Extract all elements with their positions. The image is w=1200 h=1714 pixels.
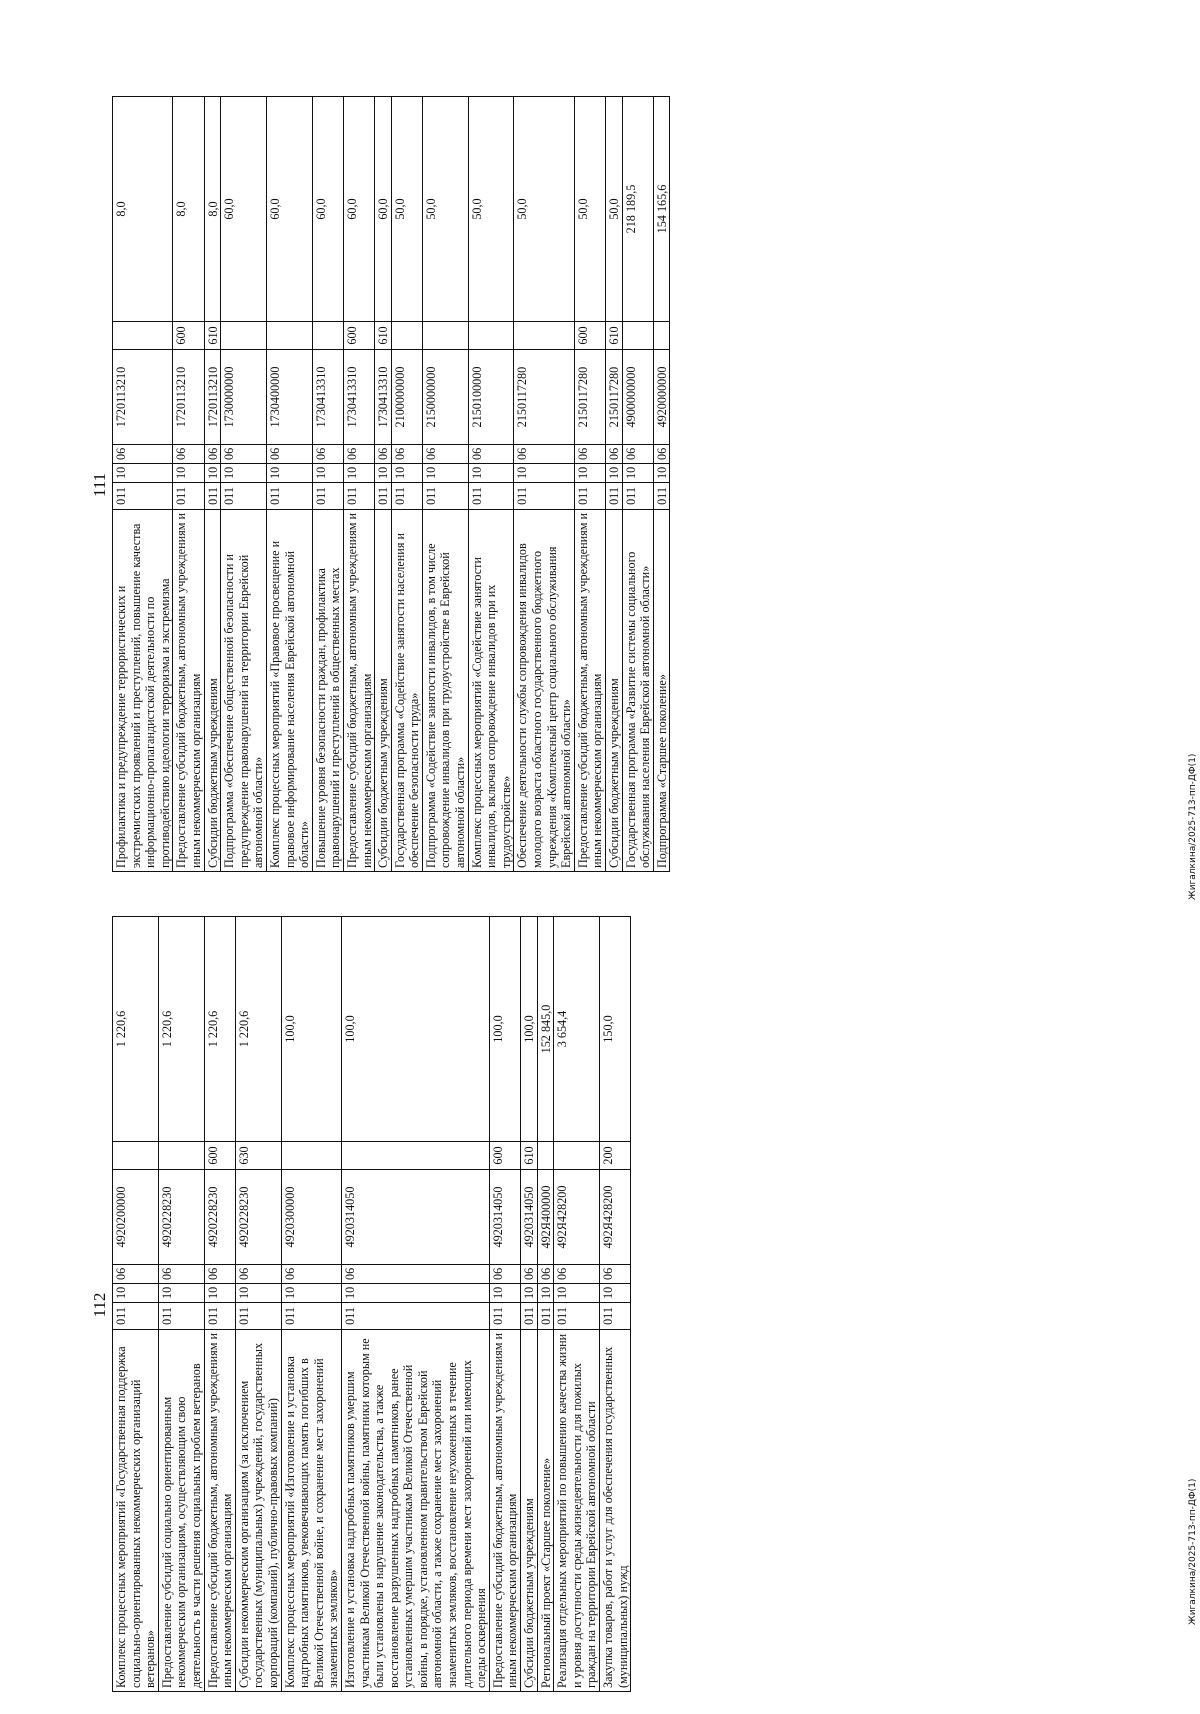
section-code-cell: 10: [537, 1284, 554, 1303]
amount-cell: 218 189,5: [622, 97, 653, 322]
table-row: [606, 97, 623, 872]
subsection-code-cell: 06: [653, 445, 670, 464]
ministry-code-cell: 011: [574, 483, 605, 510]
section-code-cell: 10: [221, 464, 267, 483]
row-name-cell: Профилактика и предупреждение террористических и экстремистских проявлений и преступлений, повышение качества информационно-пропагандистской деятельности по противодействию идеологии терроризма и экстремизма: [113, 510, 173, 872]
amount-cell: 50,0: [606, 97, 623, 322]
row-name-cell: Субсидии бюджетным учреждениям: [204, 510, 221, 872]
ministry-code-cell: 011: [606, 483, 623, 510]
section-code-cell: 10: [514, 464, 574, 483]
amount-cell: 1 220,6: [113, 917, 159, 1142]
table-row: [281, 917, 341, 1692]
amount-cell: 100,0: [341, 917, 489, 1142]
ministry-code-cell: 011: [235, 1303, 281, 1330]
ministry-code-cell: 011: [521, 1303, 538, 1330]
table-row: [468, 97, 514, 872]
target-item-code-cell: 1720113210: [173, 350, 204, 445]
subsection-code-cell: 06: [422, 445, 468, 464]
ministry-code-cell: 011: [422, 483, 468, 510]
section-code-cell: 10: [204, 1284, 235, 1303]
expense-type-code-cell: 610: [606, 322, 623, 350]
table-row: [341, 917, 489, 1692]
document-footer-112: Жигалкина/2025-713-пп-ДФ(1): [1188, 1478, 1198, 1625]
expense-type-code-cell: [391, 322, 422, 350]
ministry-code-cell: 011: [343, 483, 374, 510]
subsection-code-cell: 06: [113, 1265, 159, 1284]
subsection-code-cell: 06: [622, 445, 653, 464]
subsection-code-cell: 06: [489, 1265, 520, 1284]
table-row: [158, 917, 204, 1692]
subsection-code-cell: 06: [554, 1265, 600, 1284]
ministry-code-cell: 011: [468, 483, 514, 510]
section-code-cell: 10: [113, 1284, 159, 1303]
expense-type-code-cell: [341, 1142, 489, 1170]
table-row: [173, 97, 204, 872]
target-item-code-cell: 4920314050: [521, 1170, 538, 1265]
amount-cell: 100,0: [521, 917, 538, 1142]
row-name-cell: Комплекс процессных мероприятий «Содействие занятости инвалидов, включая сопровождение инвалидов при их трудоустройстве»: [468, 510, 514, 872]
table-row: [235, 917, 281, 1692]
target-item-code-cell: 2100000000: [391, 350, 422, 445]
section-code-cell: 10: [266, 464, 312, 483]
subsection-code-cell: 06: [221, 445, 267, 464]
subsection-code-cell: 06: [375, 445, 392, 464]
table-row: [514, 97, 574, 872]
amount-cell: 50,0: [574, 97, 605, 322]
section-code-cell: 10: [600, 1284, 631, 1303]
section-code-cell: 10: [173, 464, 204, 483]
subsection-code-cell: 06: [606, 445, 623, 464]
table-row: [204, 97, 221, 872]
subsection-code-cell: 06: [266, 445, 312, 464]
target-item-code-cell: 4920314050: [341, 1170, 489, 1265]
amount-cell: 50,0: [468, 97, 514, 322]
expense-type-code-cell: [312, 322, 343, 350]
target-item-code-cell: 4920200000: [113, 1170, 159, 1265]
target-item-code-cell: 1720113210: [204, 350, 221, 445]
section-code-cell: 10: [375, 464, 392, 483]
row-name-cell: Подпрограмма «Содействие занятости инвалидов, в том числе сопровождение инвалидов при трудоустройстве в Еврейской автономной области»: [422, 510, 468, 872]
expense-type-code-cell: 600: [173, 322, 204, 350]
ministry-code-cell: 011: [113, 1303, 159, 1330]
expense-type-code-cell: 630: [235, 1142, 281, 1170]
ministry-code-cell: 011: [173, 483, 204, 510]
expense-type-code-cell: [422, 322, 468, 350]
table-row: [113, 917, 159, 1692]
expense-type-code-cell: 600: [204, 1142, 235, 1170]
table-row: [489, 917, 520, 1692]
subsection-code-cell: 06: [574, 445, 605, 464]
amount-cell: 50,0: [422, 97, 468, 322]
amount-cell: 1 220,6: [158, 917, 204, 1142]
amount-cell: 8,0: [204, 97, 221, 322]
table-row: [521, 917, 538, 1692]
amount-cell: 154 165,6: [653, 97, 670, 322]
section-code-cell: 10: [574, 464, 605, 483]
expense-type-code-cell: 200: [600, 1142, 631, 1170]
row-name-cell: Субсидии бюджетным учреждениям: [521, 1330, 538, 1692]
ministry-code-cell: 011: [600, 1303, 631, 1330]
target-item-code-cell: 2150117280: [514, 350, 574, 445]
section-code-cell: 10: [489, 1284, 520, 1303]
expense-type-code-cell: [622, 322, 653, 350]
section-code-cell: 10: [653, 464, 670, 483]
expense-type-code-cell: [554, 1142, 600, 1170]
ministry-code-cell: 011: [489, 1303, 520, 1330]
amount-cell: 152 845,0: [537, 917, 554, 1142]
subsection-code-cell: 06: [235, 1265, 281, 1284]
ministry-code-cell: 011: [158, 1303, 204, 1330]
subsection-code-cell: 06: [341, 1265, 489, 1284]
subsection-code-cell: 06: [343, 445, 374, 464]
target-item-code-cell: 4920228230: [204, 1170, 235, 1265]
subsection-code-cell: 06: [312, 445, 343, 464]
amount-cell: 8,0: [173, 97, 204, 322]
page-number-111: 111: [90, 472, 109, 498]
table-row: [113, 97, 173, 872]
ministry-code-cell: 011: [204, 483, 221, 510]
ministry-code-cell: 011: [554, 1303, 600, 1330]
row-name-cell: Субсидии бюджетным учреждениям: [375, 510, 392, 872]
ministry-code-cell: 011: [375, 483, 392, 510]
target-item-code-cell: 2150117280: [574, 350, 605, 445]
row-name-cell: Предоставление субсидий бюджетным, автономным учреждениям и иным некоммерческим организациям: [173, 510, 204, 872]
subsection-code-cell: 06: [600, 1265, 631, 1284]
amount-cell: 100,0: [489, 917, 520, 1142]
ministry-code-cell: 011: [391, 483, 422, 510]
expense-type-code-cell: [113, 322, 173, 350]
budget-table-page-112: [112, 916, 631, 1692]
page-111-rotated-content: [0, 80, 1200, 890]
row-name-cell: Предоставление субсидий бюджетным, автономным учреждениям и иным некоммерческим организациям: [574, 510, 605, 872]
row-name-cell: Подпрограмма «Обеспечение общественной безопасности и предупреждение правонарушений на территории Еврейской автономной области»: [221, 510, 267, 872]
amount-cell: 150,0: [600, 917, 631, 1142]
subsection-code-cell: 06: [173, 445, 204, 464]
ministry-code-cell: 011: [204, 1303, 235, 1330]
amount-cell: 1 220,6: [235, 917, 281, 1142]
expense-type-code-cell: [113, 1142, 159, 1170]
section-code-cell: 10: [468, 464, 514, 483]
amount-cell: 60,0: [221, 97, 267, 322]
ministry-code-cell: 011: [312, 483, 343, 510]
section-code-cell: 10: [281, 1284, 341, 1303]
subsection-code-cell: 06: [514, 445, 574, 464]
target-item-code-cell: 4920000000: [653, 350, 670, 445]
table-row: [600, 917, 631, 1692]
amount-cell: 60,0: [266, 97, 312, 322]
target-item-code-cell: 4920228230: [235, 1170, 281, 1265]
amount-cell: 1 220,6: [204, 917, 235, 1142]
row-name-cell: Субсидии некоммерческим организациям (за исключением государственных (муниципальных) учреждений, государственных корпораций (компаний), публично-правовых компаний): [235, 1330, 281, 1692]
table-row: [375, 97, 392, 872]
page-112: [0, 900, 1200, 1710]
row-name-cell: Реализация отдельных мероприятий по повышению качества жизни и уровня доступности среды жизнедеятельности для пожилых граждан на территории Еврейской автономной области: [554, 1330, 600, 1692]
expense-type-code-cell: [537, 1142, 554, 1170]
target-item-code-cell: 1720113210: [113, 350, 173, 445]
table-row: [391, 97, 422, 872]
table-row: [554, 917, 600, 1692]
table-row: [537, 917, 554, 1692]
target-item-code-cell: 1730413310: [343, 350, 374, 445]
expense-type-code-cell: 600: [343, 322, 374, 350]
table-body-112: [113, 917, 631, 1692]
subsection-code-cell: 06: [521, 1265, 538, 1284]
section-code-cell: 10: [343, 464, 374, 483]
row-name-cell: Предоставление субсидий социально ориентированным некоммерческим организациям, осуществляющим свою деятельность в части решения социальных проблем ветеранов: [158, 1330, 204, 1692]
table-row: [622, 97, 653, 872]
row-name-cell: Повышение уровня безопасности граждан, профилактика правонарушений и преступлений в общественных местах: [312, 510, 343, 872]
table-row: [266, 97, 312, 872]
section-code-cell: 10: [622, 464, 653, 483]
expense-type-code-cell: [281, 1142, 341, 1170]
target-item-code-cell: 1730413310: [312, 350, 343, 445]
row-name-cell: Подпрограмма «Старшее поколение»: [653, 510, 670, 872]
target-item-code-cell: 1730413310: [375, 350, 392, 445]
target-item-code-cell: 4920314050: [489, 1170, 520, 1265]
expense-type-code-cell: 610: [521, 1142, 538, 1170]
target-item-code-cell: 492Я428200: [554, 1170, 600, 1265]
ministry-code-cell: 011: [537, 1303, 554, 1330]
ministry-code-cell: 011: [341, 1303, 489, 1330]
section-code-cell: 10: [235, 1284, 281, 1303]
ministry-code-cell: 011: [266, 483, 312, 510]
expense-type-code-cell: 600: [489, 1142, 520, 1170]
table-row: [204, 917, 235, 1692]
amount-cell: 3 654,4: [554, 917, 600, 1142]
section-code-cell: 10: [312, 464, 343, 483]
subsection-code-cell: 06: [158, 1265, 204, 1284]
ministry-code-cell: 011: [221, 483, 267, 510]
table-body-111: [113, 97, 670, 872]
amount-cell: 50,0: [391, 97, 422, 322]
subsection-code-cell: 06: [281, 1265, 341, 1284]
row-name-cell: Комплекс процессных мероприятий «Государственная поддержка социально-ориентированных некоммерческих организаций ветеранов»: [113, 1330, 159, 1692]
ministry-code-cell: 011: [514, 483, 574, 510]
target-item-code-cell: 492Я400000: [537, 1170, 554, 1265]
row-name-cell: Предоставление субсидий бюджетным, автономным учреждениям и иным некоммерческим организациям: [204, 1330, 235, 1692]
table-row: [574, 97, 605, 872]
row-name-cell: Обеспечение деятельности службы сопровождения инвалидов молодого возраста областного государственного бюджетного учреждения «Комплексный центр социального обслуживания Еврейской автономной области»: [514, 510, 574, 872]
target-item-code-cell: 4920300000: [281, 1170, 341, 1265]
expense-type-code-cell: [158, 1142, 204, 1170]
subsection-code-cell: 06: [113, 445, 173, 464]
amount-cell: 50,0: [514, 97, 574, 322]
amount-cell: 100,0: [281, 917, 341, 1142]
row-name-cell: Предоставление субсидий бюджетным, автономным учреждениям и иным некоммерческим организациям: [343, 510, 374, 872]
expense-type-code-cell: [514, 322, 574, 350]
table-row: [312, 97, 343, 872]
document-footer-111: Жигалкина/2025-713-пп-ДФ(1): [1188, 753, 1198, 900]
expense-type-code-cell: 600: [574, 322, 605, 350]
target-item-code-cell: 4920228230: [158, 1170, 204, 1265]
section-code-cell: 10: [521, 1284, 538, 1303]
target-item-code-cell: 2150100000: [468, 350, 514, 445]
amount-cell: 8,0: [113, 97, 173, 322]
page-111: [0, 80, 1200, 890]
target-item-code-cell: 492Я428200: [600, 1170, 631, 1265]
subsection-code-cell: 06: [468, 445, 514, 464]
page-number-112: 112: [90, 1292, 109, 1318]
expense-type-code-cell: 610: [204, 322, 221, 350]
target-item-code-cell: 2150117280: [606, 350, 623, 445]
expense-type-code-cell: [266, 322, 312, 350]
amount-cell: 60,0: [375, 97, 392, 322]
subsection-code-cell: 06: [204, 1265, 235, 1284]
row-name-cell: Субсидии бюджетным учреждениям: [606, 510, 623, 872]
row-name-cell: Государственная программа «Развитие системы социального обслуживания населения Еврейской автономной области»: [622, 510, 653, 872]
row-name-cell: Региональный проект «Старшее поколение»: [537, 1330, 554, 1692]
budget-table-page-111: [112, 96, 670, 872]
target-item-code-cell: 1730400000: [266, 350, 312, 445]
table-row: [221, 97, 267, 872]
subsection-code-cell: 06: [204, 445, 221, 464]
table-row: [653, 97, 670, 872]
ministry-code-cell: 011: [281, 1303, 341, 1330]
section-code-cell: 10: [113, 464, 173, 483]
expense-type-code-cell: 610: [375, 322, 392, 350]
section-code-cell: 10: [554, 1284, 600, 1303]
section-code-cell: 10: [341, 1284, 489, 1303]
expense-type-code-cell: [653, 322, 670, 350]
subsection-code-cell: 06: [537, 1265, 554, 1284]
section-code-cell: 10: [391, 464, 422, 483]
section-code-cell: 10: [204, 464, 221, 483]
row-name-cell: Изготовление и установка надгробных памятников умершим участникам Великой Отечественной войны, памятники которым не были установлены в нарушение законодательства, а также восстановление разрушенных надгробных памятников, ранее установленных умершим участникам Великой Отечественной войны, в порядке, установленном правительством Еврейской автономной области, а также сохранение мест захоронений знаменитых земляков, восстановление неухоженных в течение длительного периода времени мест захоронений или имеющих следы осквернения: [341, 1330, 489, 1692]
row-name-cell: Закупка товаров, работ и услуг для обеспечения государственных (муниципальных) нужд: [600, 1330, 631, 1692]
section-code-cell: 10: [606, 464, 623, 483]
section-code-cell: 10: [158, 1284, 204, 1303]
subsection-code-cell: 06: [391, 445, 422, 464]
amount-cell: 60,0: [343, 97, 374, 322]
target-item-code-cell: 2150000000: [422, 350, 468, 445]
page-112-rotated-content: [0, 900, 1200, 1710]
row-name-cell: Государственная программа «Содействие занятости населения и обеспечение безопасности труда»: [391, 510, 422, 872]
row-name-cell: Комплекс процессных мероприятий «Правовое просвещение и правовое информирование населения Еврейской автономной области»: [266, 510, 312, 872]
amount-cell: 60,0: [312, 97, 343, 322]
section-code-cell: 10: [422, 464, 468, 483]
row-name-cell: Комплекс процессных мероприятий «Изготовление и установка надгробных памятников, увековечивающих память погибших в Великой Отечественной войне, и сохранение мест захоронений знаменитых земляков»: [281, 1330, 341, 1692]
target-item-code-cell: 1730000000: [221, 350, 267, 445]
table-row: [422, 97, 468, 872]
ministry-code-cell: 011: [653, 483, 670, 510]
ministry-code-cell: 011: [113, 483, 173, 510]
expense-type-code-cell: [468, 322, 514, 350]
expense-type-code-cell: [221, 322, 267, 350]
ministry-code-cell: 011: [622, 483, 653, 510]
table-row: [343, 97, 374, 872]
row-name-cell: Предоставление субсидий бюджетным, автономным учреждениям и иным некоммерческим организациям: [489, 1330, 520, 1692]
target-item-code-cell: 4900000000: [622, 350, 653, 445]
